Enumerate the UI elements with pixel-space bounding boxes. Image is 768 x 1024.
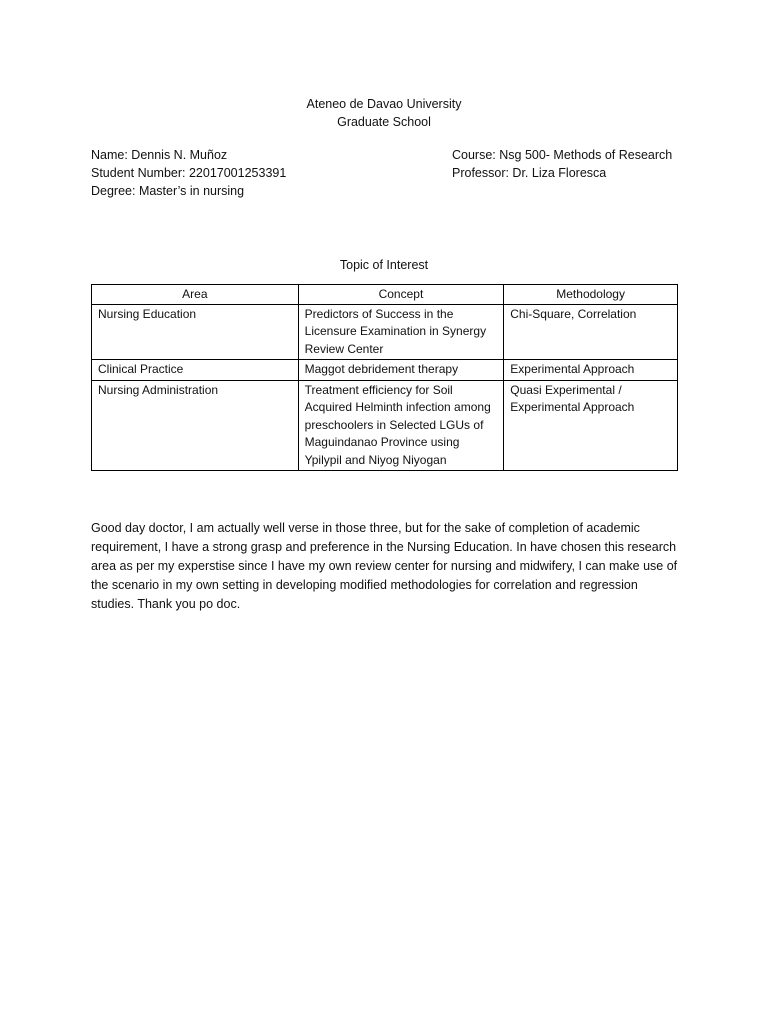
column-header-methodology: Methodology [504,285,678,305]
table-row [92,304,678,360]
cell-area: Nursing Administration [92,380,299,471]
table-row [92,360,678,381]
document-header [0,95,768,131]
student-info-right [452,146,672,182]
student-name: Name: Dennis N. Muñoz [91,148,228,162]
cell-methodology: Experimental Approach [504,360,678,381]
cell-area: Clinical Practice [92,360,299,381]
cell-concept: Treatment efficiency for Soil Acquired Helminth infection among preschoolers in Selected LGUs of Maguindanao Province using Ypilypil and Niyog Niyogan [298,380,504,471]
topic-table [91,284,678,471]
course-info: Course: Nsg 500- Methods of Research [452,148,673,162]
column-header-concept: Concept [298,285,504,305]
column-header-area: Area [92,285,299,305]
cell-area: Nursing Education [92,304,299,360]
cell-concept: Predictors of Success in the Licensure Examination in Synergy Review Center [298,304,504,360]
table-row [92,380,678,471]
school-name: Graduate School [337,115,431,129]
cell-concept: Maggot debridement therapy [298,360,504,381]
student-info-left [91,146,286,200]
table-header-row [92,285,678,305]
body-paragraph: Good day doctor, I am actually well verse in those three, but for the sake of completion of academic requirement, I have a strong grasp and preference in the Nursing Education. In have chosen this research area as per my experstise since I have my own review center for nursing and midwifery, I can make use of the scenario in my own setting in developing modified methodologies for correlation and regression studies. Thank you po doc. [91,521,678,611]
university-name: Ateneo de Davao University [306,97,462,111]
student-degree: Degree: Master’s in nursing [91,184,245,198]
student-number: Student Number: 22017001253391 [91,166,287,180]
cell-methodology: Chi-Square, Correlation [504,304,678,360]
topic-table-title: Topic of Interest [339,258,429,272]
cell-methodology: Quasi Experimental / Experimental Approach [504,380,678,471]
professor-info: Professor: Dr. Liza Floresca [452,166,607,180]
